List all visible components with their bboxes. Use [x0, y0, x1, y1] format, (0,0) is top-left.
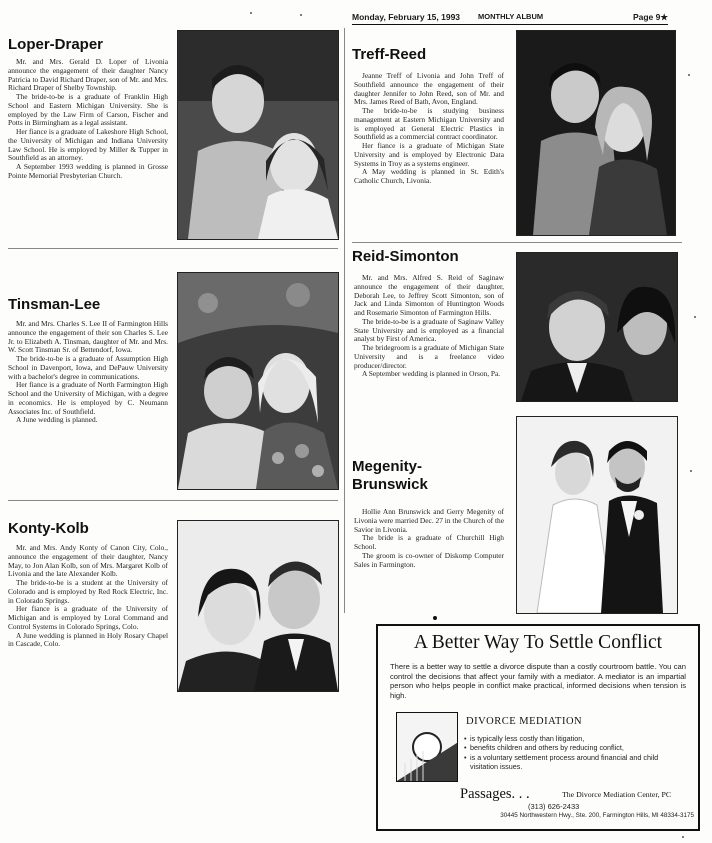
paragraph: A June wedding is planned. — [16, 415, 98, 425]
reid-simonton-headline: Reid-Simonton — [352, 248, 459, 265]
loper-draper-body — [8, 58, 168, 181]
paragraph: Mr. and Mrs. Gerald D. Loper of Livonia announce the engagement of their daughter Nancy Patricia to David Richard Draper, son of Mr. and Mrs. Richard Draper of Shelby Township. — [8, 57, 168, 93]
megenity-brunswick-photo — [516, 416, 678, 614]
ad-intro: There is a better way to settle a divorce dispute than a costly courtroom battle. You can control the decisions that affect your family with a mediator. A mediator is an impartial person who helps people in conflict make practical, informed decisions when tension is high. — [390, 662, 686, 700]
paragraph: The groom is co-owner of Diskomp Computer Sales in Farmington. — [354, 550, 504, 569]
paragraph: The bride-to-be is studying business management at Eastern Michigan University and is employed at General Electric Plastics in Southfield as a commercial contract coordinator. — [354, 106, 504, 142]
treff-reed-body — [354, 72, 504, 186]
scan-speck — [690, 470, 692, 472]
ad-title: A Better Way To Settle Conflict — [413, 632, 663, 653]
list-item: • benefits children and others by reducing conflict, — [464, 743, 678, 752]
divider — [352, 242, 682, 243]
tinsman-lee-body — [8, 320, 168, 425]
paragraph: The bride-to-be is a student at the University of Colorado and is employed by Red Rock Electric, Inc. in Colorado Springs. — [8, 578, 168, 605]
paragraph: A May wedding is planned in St. Edith's Catholic Church, Livonia. — [354, 167, 504, 185]
scan-speck — [300, 14, 302, 16]
ad-address: 30445 Northwestern Hwy., Ste. 200, Farmington Hills, MI 48334-3175 — [500, 812, 694, 819]
divider — [8, 248, 338, 249]
page-number: Page 9★ — [632, 12, 668, 22]
paragraph: Her fiance is a graduate of North Farmington High School and the University of Michigan, with a degree in economics. He is employed by C. Neumann Associates Inc. of Southfield. — [8, 380, 168, 416]
paragraph: Mr. and Mrs. Charles S. Lee II of Farmington Hills announce the engagement of their son Charles S. Lee Jr. to Elizabeth A. Tinsman, daughter of Mr. and Mrs. W. Scott Tinsman Sr. of Bettendorf, Iowa. — [8, 319, 168, 355]
passages-logo-icon — [396, 712, 458, 782]
ad-phone: (313) 626-2433 — [528, 802, 580, 811]
loper-draper-headline: Loper-Draper — [8, 36, 104, 53]
paragraph: The bride is a graduate of Churchill High School. — [354, 533, 504, 551]
ad-bullet-list — [464, 734, 678, 771]
headline-line: Megenity- — [352, 458, 423, 475]
loper-draper-photo — [177, 30, 339, 240]
reid-simonton-body — [354, 274, 504, 379]
tinsman-lee-photo — [177, 272, 339, 490]
section-name: MONTHLY ALBUM — [478, 12, 544, 21]
paragraph: The bride-to-be is a graduate of Saginaw Valley State University and is employed as a financial analyst by First of America. — [354, 316, 504, 344]
megenity-brunswick-headline — [352, 458, 428, 494]
paragraph: Mr. and Mrs. Alfred S. Reid of Saginaw announce the engagement of their daughter, Deborah Lee, to Jeffrey Scott Simonton, son of Jack and Linda Simonton of Huntington Woods and Rosemarie Simonton of Farmington Hills. — [354, 273, 504, 317]
paragraph: A September wedding is planned in Orson, Pa. — [362, 369, 501, 379]
paragraph: The bride-to-be is a graduate of Assumption High School in Davenport, Iowa, and DePauw University with a bachelor's degree in communications. — [8, 354, 168, 381]
treff-reed-headline: Treff-Reed — [352, 46, 427, 63]
scan-speck — [688, 74, 690, 76]
bullet-dot — [433, 616, 437, 620]
divorce-mediation-ad — [376, 624, 700, 831]
issue-date: Monday, February 15, 1993 — [352, 12, 461, 22]
headline-line: Brunswick — [352, 476, 428, 493]
konty-kolb-headline: Konty-Kolb — [8, 520, 89, 537]
paragraph: Her fiance is a graduate of Lakeshore High School, the University of Michigan and Indiana University Law School. He is employed by Miller & Tupper in Southfield as an attorney. — [8, 127, 168, 163]
divider — [8, 500, 338, 501]
ad-subheading: DIVORCE MEDIATION — [466, 716, 583, 727]
paragraph: The bride-to-be is a graduate of Franklin High School and Eastern Michigan University. She is employed by the Law Firm of Carson, Fischer and Potts in Birmingham as a legal assistant. — [8, 92, 168, 128]
ad-brand-tagline: The Divorce Mediation Center, PC — [562, 790, 672, 799]
column-divider — [344, 28, 345, 613]
scan-speck — [250, 12, 252, 14]
treff-reed-photo — [516, 30, 676, 236]
konty-kolb-photo — [177, 520, 339, 692]
reid-simonton-photo — [516, 252, 678, 402]
ad-brand-name: Passages. . . — [460, 786, 530, 802]
paragraph: Her fiance is a graduate of the University of Michigan and is employed by Loral Command and Control Systems in Colorado Springs, Colo. — [8, 604, 168, 631]
list-item: • is typically less costly than litigation, — [464, 734, 678, 743]
paragraph: Her fiance is a graduate of Michigan State University and is employed by Electronic Data Systems in Troy as a systems engineer. — [354, 141, 504, 168]
konty-kolb-body — [8, 544, 168, 649]
tinsman-lee-headline: Tinsman-Lee — [8, 296, 101, 313]
paragraph: A June wedding is planned in Holy Rosary Chapel in Cascade, Colo. — [8, 630, 168, 649]
paragraph: Hollie Ann Brunswick and Gerry Megenity of Livonia were married Dec. 27 in the Church of the Savior in Livonia. — [354, 507, 504, 534]
masthead — [352, 6, 668, 25]
paragraph: Jeanne Treff of Livonia and John Treff of Southfield announce the engagement of their daughter Jennifer to John Reed, son of Mr. and Mrs. James Reed of Bath, Avon, England. — [354, 71, 504, 107]
scan-speck — [694, 316, 696, 318]
megenity-brunswick-body — [354, 508, 504, 569]
paragraph: The bridegroom is a graduate of Michigan State University and is a freelance video producer/director. — [354, 343, 504, 370]
paragraph: A September 1993 wedding is planned in Grosse Pointe Memorial Presbyterian Church. — [8, 162, 168, 180]
paragraph: Mr. and Mrs. Andy Konty of Canon City, Colo., announce the engagement of their daughter, Nancy May, to Jon Alan Kolb, son of Mrs. Margaret Kolb of Livonia and the late Alexander Kolb. — [8, 543, 168, 579]
scan-speck — [682, 836, 684, 838]
list-item: • is a voluntary settlement process around financial and child visitation issues. — [464, 753, 678, 772]
